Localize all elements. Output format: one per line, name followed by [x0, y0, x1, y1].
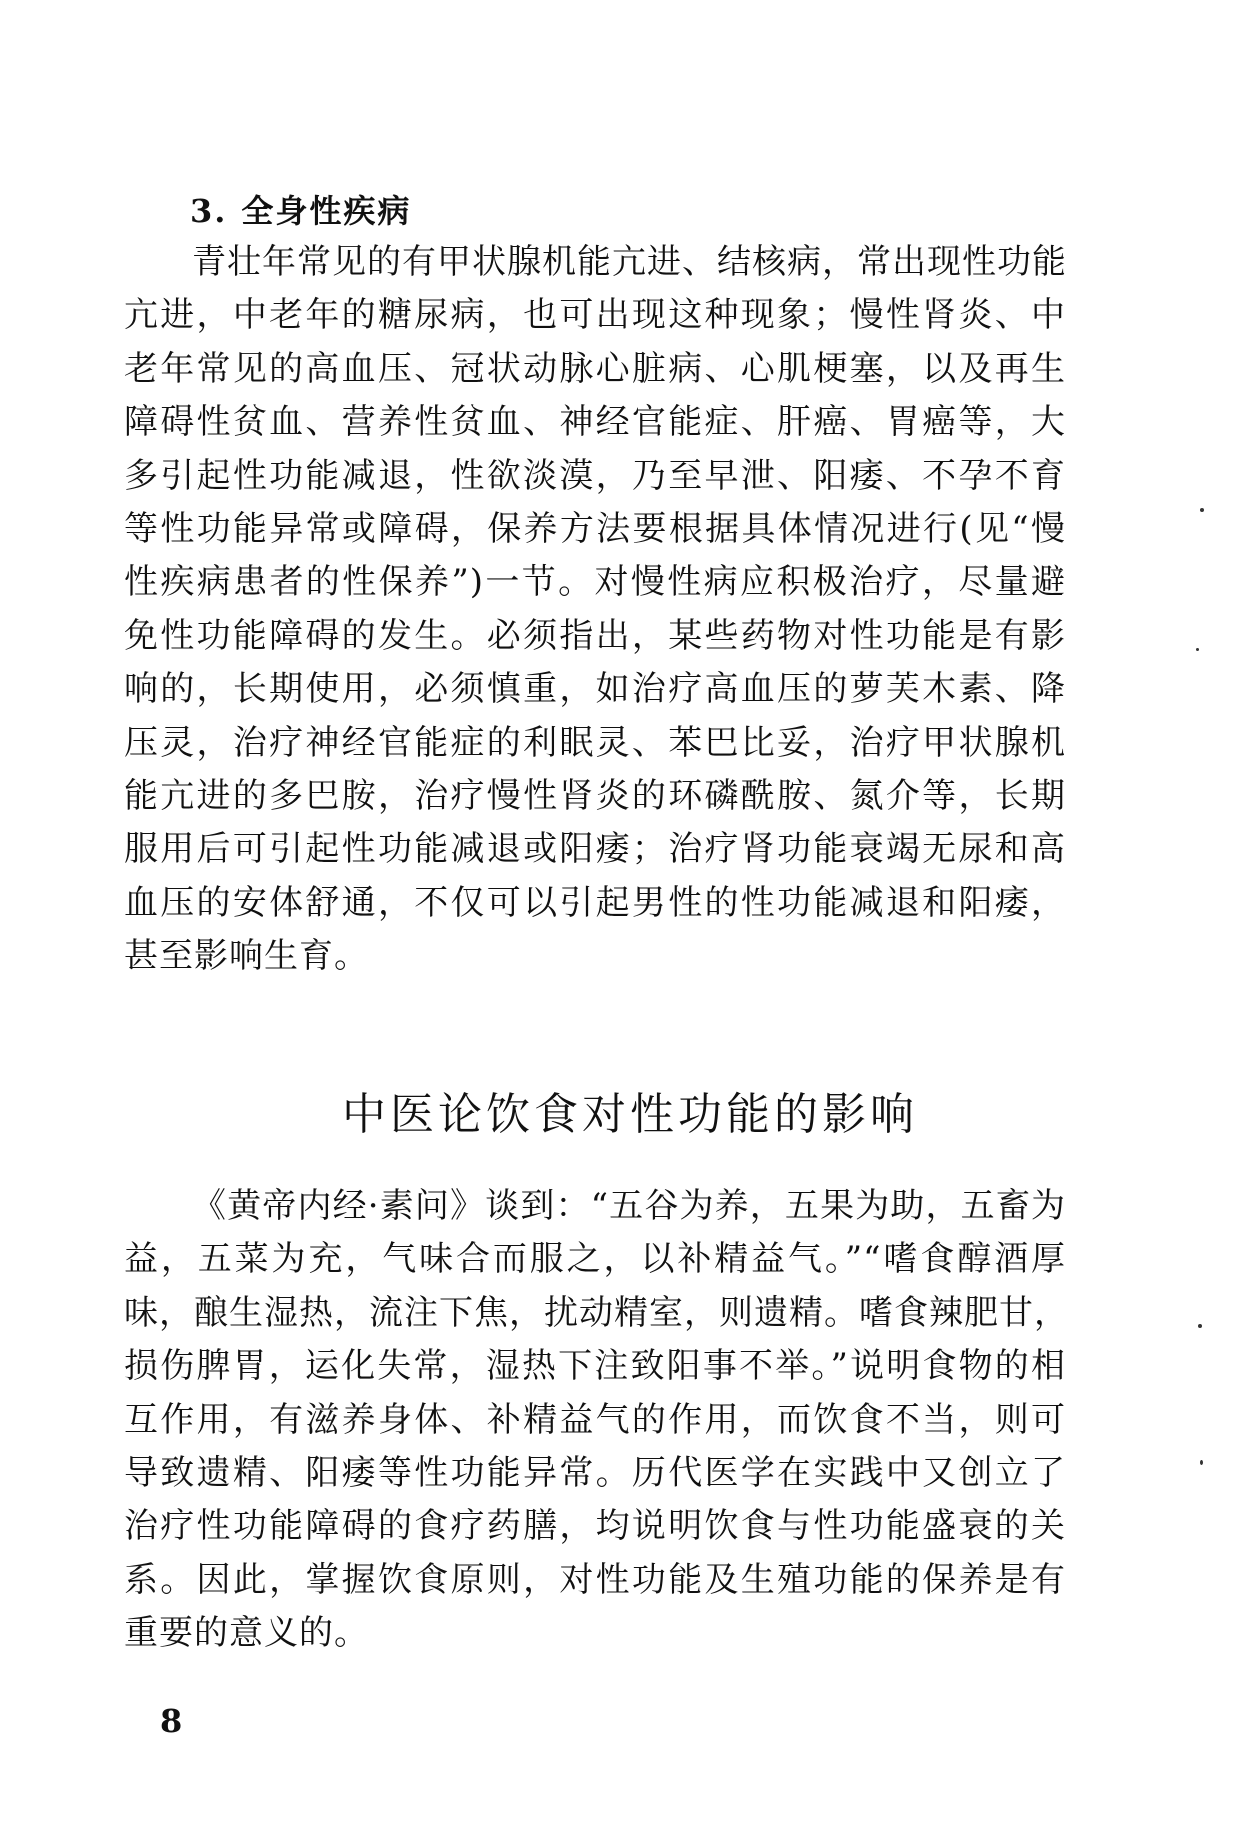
- paragraph-line: 治疗性功能障碍的食疗药膳，均说明饮食与性功能盛衰的关: [124, 1506, 1066, 1547]
- paragraph-line: 青壮年常见的有甲状腺机能亢进、结核病，常出现性功能: [192, 242, 1067, 282]
- paragraph-line: 亢进，中老年的糖尿病，也可出现这种现象；慢性肾炎、中: [124, 295, 1066, 336]
- scan-speck: [1196, 648, 1199, 651]
- section-number: 3.: [190, 192, 228, 230]
- paragraph-line: 益，五菜为充，气味合而服之，以补精益气。”“嗜食醇酒厚: [124, 1239, 1066, 1280]
- section-heading: [190, 186, 411, 232]
- paragraph-systemic-diseases: [124, 236, 1066, 983]
- scan-speck: [1198, 1324, 1202, 1328]
- chapter-title: 中医论饮食对性功能的影响: [342, 1089, 918, 1140]
- page-number: 8: [160, 1702, 183, 1740]
- paragraph-line: 味，酿生湿热，流注下焦，扰动精室，则遗精。嗜食辣肥甘，: [124, 1292, 1069, 1333]
- paragraph-line: 等性功能异常或障碍，保养方法要根据具体情况进行(见“慢: [124, 508, 1066, 549]
- paragraph-line: 多引起性功能减退，性欲淡漠，乃至早泄、阳痿、不孕不育: [124, 455, 1066, 496]
- paragraph-line: 重要的意义的。: [124, 1613, 369, 1654]
- paragraph-line: 甚至影响生育。: [124, 936, 369, 977]
- paragraph-line: 压灵，治疗神经官能症的利眠灵、苯巴比妥，治疗甲状腺机: [124, 722, 1066, 763]
- paragraph-line: 系。因此，掌握饮食原则，对性功能及生殖功能的保养是有: [124, 1559, 1066, 1600]
- section-title: 全身性疾病: [241, 192, 412, 230]
- paragraph-line: 损伤脾胃，运化失常，湿热下注致阳事不举。”说明食物的相: [124, 1346, 1066, 1387]
- paragraph-line: 互作用，有滋养身体、补精益气的作用，而饮食不当，则可: [124, 1399, 1066, 1440]
- paragraph-line: 障碍性贫血、营养性贫血、神经官能症、肝癌、胃癌等，大: [124, 402, 1066, 443]
- paragraph-line: 响的，长期使用，必须慎重，如治疗高血压的萝芙木素、降: [124, 669, 1066, 710]
- paragraph-line: 性疾病患者的性保养”)一节。对慢性病应积极治疗，尽量避: [124, 562, 1066, 603]
- paragraph-line: 《黄帝内经·素问》谈到：“五谷为养，五果为助，五畜为: [192, 1186, 1066, 1226]
- paragraph-line: 老年常见的高血压、冠状动脉心脏病、心肌梗塞，以及再生: [124, 348, 1066, 389]
- paragraph-diet: [124, 1180, 1069, 1661]
- paragraph-line: 能亢进的多巴胺，治疗慢性肾炎的环磷酰胺、氮介等，长期: [124, 775, 1066, 816]
- paragraph-line: 免性功能障碍的发生。必须指出，某些药物对性功能是有影: [124, 615, 1066, 656]
- paragraph-line: 服用后可引起性功能减退或阳痿；治疗肾功能衰竭无尿和高: [124, 829, 1066, 870]
- paragraph-line: 血压的安体舒通，不仅可以引起男性的性功能减退和阳痿，: [124, 882, 1066, 923]
- scan-speck: [1200, 1460, 1203, 1465]
- paragraph-line: 导致遗精、阳痿等性功能异常。历代医学在实践中又创立了: [124, 1452, 1066, 1493]
- scan-speck: [1200, 508, 1204, 512]
